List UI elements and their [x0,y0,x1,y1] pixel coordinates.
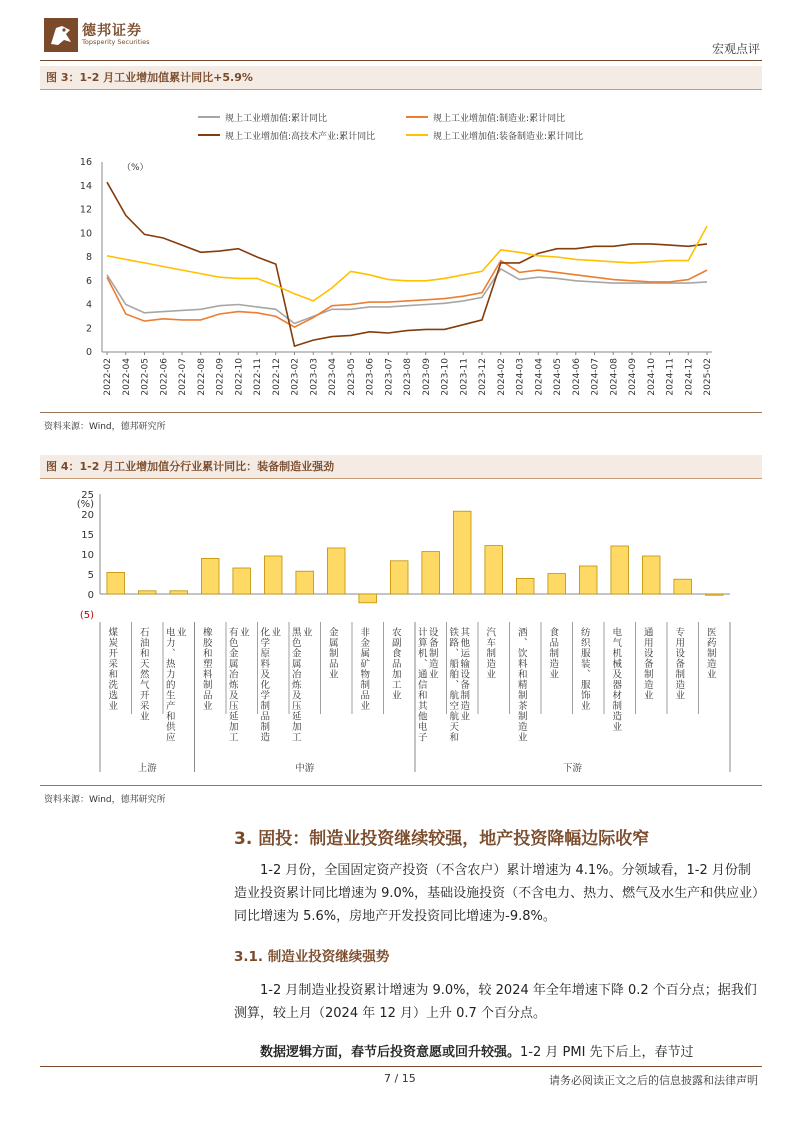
y-tick-label: 5 [87,570,94,581]
header-divider [40,60,762,61]
category-label-11: 铁路、船舶、航空航天和 [447,627,459,743]
category-label-17: 通用设备制造业 [641,627,653,701]
series-line-3 [107,226,707,301]
figure4-unit-label: (%) [76,499,94,510]
category-label-7: 金属制品业 [326,627,338,680]
x-tick-label: 2023-10 [440,358,451,396]
figure4-chart [40,482,762,784]
bar-0 [107,572,125,594]
category-label-6: 业 [300,627,312,638]
legend-label-0: 规上工业增加值:累计同比 [225,114,328,124]
figure3-unit-label: （%） [122,163,149,173]
footer-divider [40,1066,762,1067]
paragraph-3-rest: 1-2 月 PMI 先下后上，春节过 [520,1045,694,1060]
bar-3 [201,558,219,594]
x-tick-label: 2023-06 [365,358,376,396]
group-label-0: 上游 [137,763,157,774]
category-label-16: 电气机械及器材制造业 [610,627,622,732]
y-tick-label: 0 [87,590,94,601]
y-tick-label: 10 [81,550,94,561]
category-label-6: 黑色金属冶炼及压延加工 [289,627,301,743]
legend-label-3: 规上工业增加值:装备制造业:累计同比 [433,132,584,142]
series-line-1 [107,261,707,328]
x-tick-label: 2024-09 [628,358,638,396]
bar-6 [296,571,314,594]
y-tick-label: 8 [85,252,92,263]
x-tick-label: 2024-10 [646,358,657,396]
brand-logo-icon [44,18,78,52]
x-tick-label: 2022-02 [103,358,113,396]
x-tick-label: 2025-02 [703,358,713,396]
category-label-4: 业 [237,627,249,638]
category-label-15: 纺织服装、服饰业 [578,627,590,711]
x-tick-label: 2023-03 [309,358,320,396]
x-tick-label: 2022-07 [178,358,188,396]
bar-8 [359,594,377,603]
legend-label-1: 规上工业增加值:制造业:累计同比 [433,114,566,124]
category-label-9: 农副食品加工业 [389,627,401,701]
category-label-5: 化学原料及化学制品制造 [258,627,270,743]
brand-logo [44,18,78,52]
x-tick-label: 2023-02 [290,358,301,396]
y-tick-label: 12 [79,204,92,216]
y-tick-label: 2 [85,323,92,335]
figure4-svg [40,482,762,784]
category-label-13: 酒、饮料和精制茶制造业 [515,627,527,743]
x-tick-label: 2024-06 [571,358,582,396]
y-tick-label: 25 [81,490,94,501]
figure3-bottom-rule [40,412,762,413]
bar-5 [264,556,282,594]
x-tick-label: 2023-09 [421,358,432,396]
x-tick-label: 2023-05 [346,358,357,396]
bar-15 [579,566,597,594]
y-tick-label: 10 [79,228,92,240]
y-tick-label: 16 [79,157,92,168]
x-tick-label: 2022-09 [215,358,226,396]
y-tick-label: 15 [81,530,94,541]
bar-4 [233,568,251,594]
bar-18 [674,579,692,594]
figure4-source: 资料来源：Wind，德邦研究所 [44,795,166,805]
x-tick-label: 2024-12 [684,358,695,396]
category-label-19: 医药制造业 [704,627,716,680]
category-label-8: 非金属矿物制品业 [358,627,370,711]
y-tick-label: 6 [85,275,92,287]
series-line-2 [107,182,707,346]
section-title: 3. 固投：制造业投资继续较强，地产投资降幅边际收窄 [234,829,650,849]
paragraph-2: 1-2 月制造业投资累计增速为 9.0%，较 2024 年全年增速下降 0.2 个百分点；据我们测算，较上月（2024 年 12 月）上升 0.7 个百分点。 [234,983,757,1021]
x-tick-label: 2023-11 [459,358,470,396]
category-label-2: 业 [174,627,186,638]
figure3-title: 图 3：1-2 月工业增加值累计同比+5.9% [40,66,762,90]
x-tick-label: 2022-06 [159,358,170,396]
bar-1 [138,591,156,594]
x-tick-label: 2024-11 [665,358,676,396]
bar-12 [485,546,503,594]
x-tick-label: 2022-08 [196,358,207,396]
x-tick-label: 2022-11 [253,358,263,396]
bar-19 [705,594,723,595]
category-label-18: 专用设备制造业 [673,627,685,701]
category-label-11: 其他运输设备制造业 [458,627,470,722]
footer-disclaimer: 请务必阅读正文之后的信息披露和法律声明 [549,1074,758,1087]
figure3-source: 资料来源：Wind，德邦研究所 [44,422,166,432]
figure3-svg [40,94,762,412]
paragraph-3-lead: 数据逻辑方面，春节后投资意愿或回升较强。 [260,1045,521,1060]
x-tick-label: 2024-05 [553,358,563,396]
x-tick-label: 2024-08 [609,358,620,396]
x-tick-label: 2022-04 [121,358,132,396]
y-tick-label: 20 [81,510,94,521]
group-label-1: 中游 [295,763,315,774]
bar-13 [516,578,534,594]
category-label-12: 汽车制造业 [484,627,496,680]
page-number: 7 / 15 [384,1072,416,1085]
x-tick-label: 2022-10 [234,358,245,396]
brand-name-en: Topsperity Securities [82,38,150,46]
x-tick-label: 2023-07 [384,358,395,396]
y-tick-label: 0 [85,347,92,358]
figure4-bottom-rule [40,785,762,786]
bar-17 [642,556,660,594]
x-tick-label: 2023-04 [328,358,338,396]
category-label-10: 设备制造业 [426,627,438,680]
category-label-10: 计算机、通信和其他电子 [415,627,427,743]
bar-2 [170,591,188,594]
group-label-2: 下游 [562,763,583,774]
brand-name: 德邦证券 [82,23,142,39]
bar-10 [422,552,440,594]
paragraph-3 [234,1041,762,1064]
bar-9 [390,561,408,594]
category-label-2: 电力、热力的生产和供应 [163,627,175,743]
bar-11 [453,511,471,594]
paragraph-1: 1-2 月份，全国固定资产投资（不含农户）累计增速为 4.1%。分领域看，1-2 月份制造业投资累计同比增速为 9.0%，基础设施投资（不含电力、热力、燃气及水生产和供应业）同比增速为 5.6%，房地产开发投资同比增速为-9.8%。 [234,863,759,924]
figure4-title: 图 4：1-2 月工业增加值分行业累计同比：装备制造业强劲 [40,455,762,479]
figure3-chart [40,94,762,412]
category-label-3: 橡胶和塑料制品业 [200,627,212,711]
x-tick-label: 2024-04 [534,358,545,396]
category-label-4: 有色金属冶炼及压延加工 [226,627,238,743]
x-tick-label: 2024-02 [496,358,507,396]
legend-label-2: 规上工业增加值:高技术产业:累计同比 [225,132,376,142]
category-label-5: 业 [269,627,281,638]
y-tick-label: (5) [79,610,94,621]
category-label-14: 食品制造业 [547,627,559,680]
x-tick-label: 2024-03 [515,358,526,396]
series-line-0 [107,269,707,324]
x-tick-label: 2022-12 [271,358,282,396]
y-tick-label: 4 [85,299,92,311]
x-tick-label: 2023-12 [478,358,488,396]
x-tick-label: 2022-05 [140,358,151,396]
subsection-title: 3.1. 制造业投资继续强势 [234,949,390,965]
y-tick-label: 14 [79,180,92,192]
category-label-0: 煤炭开采和洗选业 [106,627,118,711]
bar-7 [327,548,345,594]
report-section: 宏观点评 [711,42,760,56]
bar-16 [611,546,629,594]
bar-14 [548,574,566,594]
x-tick-label: 2023-08 [403,358,413,396]
category-label-1: 石油和天然气开采业 [137,627,149,722]
x-tick-label: 2024-07 [590,358,601,396]
